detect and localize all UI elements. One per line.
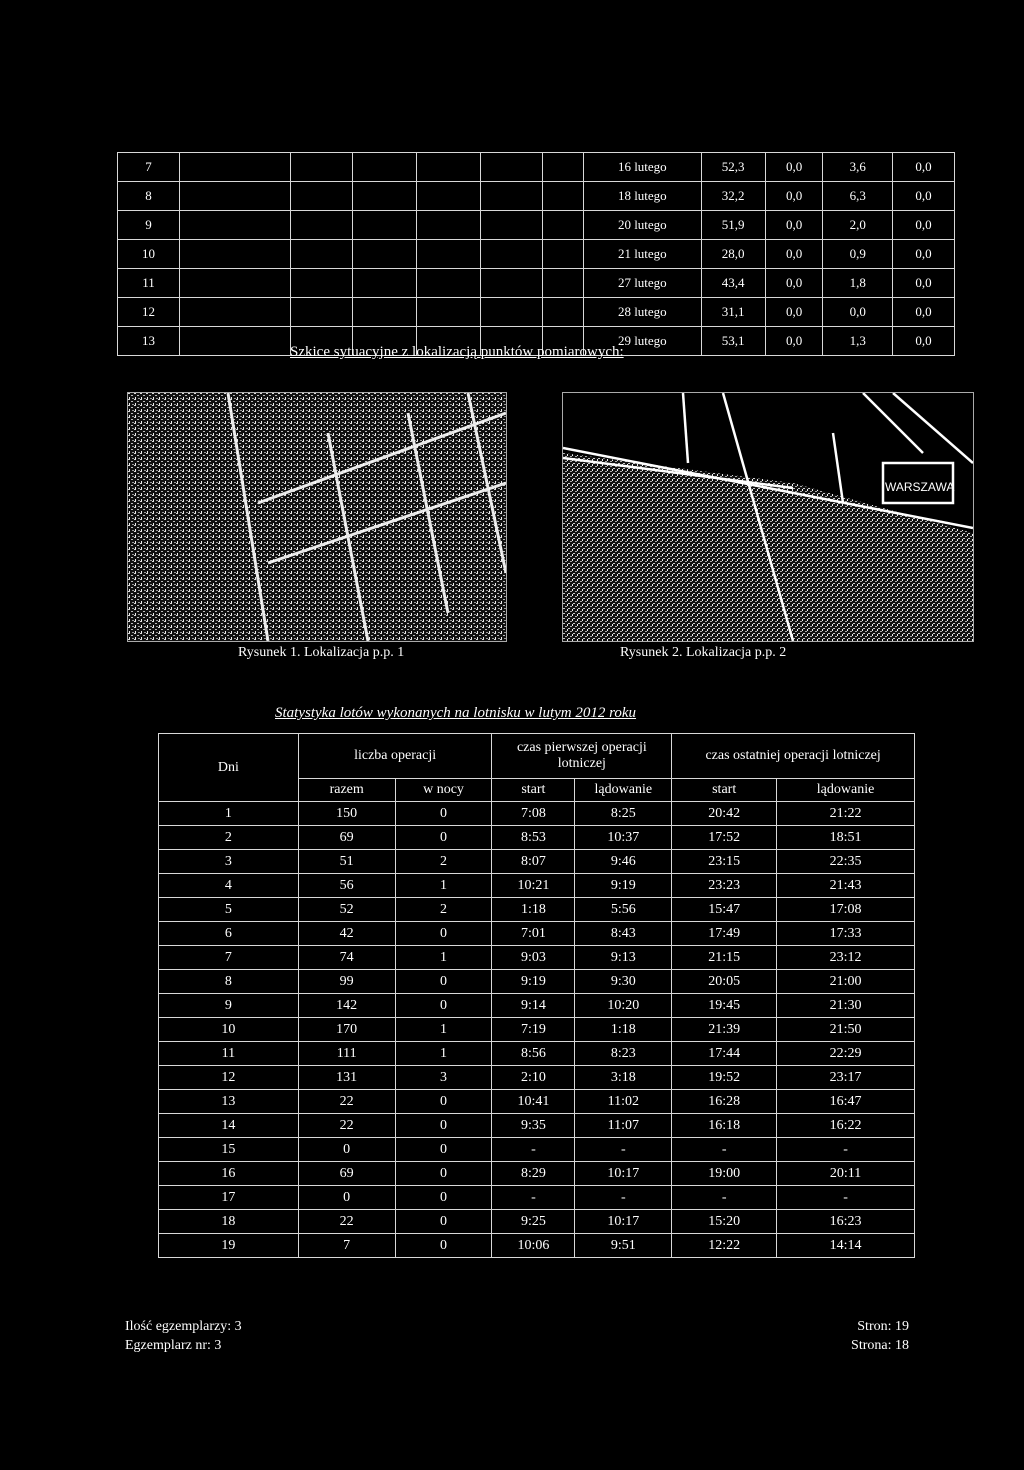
last-start-cell: 17:49 bbox=[672, 922, 777, 946]
total-cell: 170 bbox=[298, 1018, 395, 1042]
first-landing-cell: 5:56 bbox=[575, 898, 672, 922]
last-landing-cell: 21:00 bbox=[777, 970, 915, 994]
total-cell: 142 bbox=[298, 994, 395, 1018]
stats-title: Statystyka lotów wykonanych na lotnisku w lutym 2012 roku bbox=[275, 705, 637, 721]
first-start-cell: 10:41 bbox=[492, 1090, 575, 1114]
empty-cell bbox=[543, 298, 584, 327]
value-cell: 32,2 bbox=[701, 182, 765, 211]
first-landing-cell: 9:30 bbox=[575, 970, 672, 994]
value-cell: 0,0 bbox=[765, 327, 823, 356]
last-landing-cell: 22:29 bbox=[777, 1042, 915, 1066]
table-row bbox=[159, 874, 915, 898]
last-start-cell: 19:45 bbox=[672, 994, 777, 1018]
row-number: 13 bbox=[118, 327, 180, 356]
value-cell: 0,0 bbox=[765, 153, 823, 182]
measurement-row bbox=[118, 240, 955, 269]
first-landing-cell: 8:23 bbox=[575, 1042, 672, 1066]
table-row bbox=[159, 946, 915, 970]
figure-2-caption: Rysunek 2. Lokalizacja p.p. 2 bbox=[620, 645, 787, 660]
total-cell: 51 bbox=[298, 850, 395, 874]
empty-cell bbox=[417, 153, 481, 182]
sketch-title: Szkice sytuacyjne z lokalizacją punktów pomiarowych: bbox=[290, 344, 624, 360]
night-cell: 0 bbox=[395, 802, 492, 826]
first-start-cell: 8:53 bbox=[492, 826, 575, 850]
value-cell: 28,0 bbox=[701, 240, 765, 269]
last-landing-cell: 21:43 bbox=[777, 874, 915, 898]
last-start-cell: 19:52 bbox=[672, 1066, 777, 1090]
total-cell: 150 bbox=[298, 802, 395, 826]
last-start-cell: 23:15 bbox=[672, 850, 777, 874]
last-landing-cell: 21:22 bbox=[777, 802, 915, 826]
page-number: Strona: 18 bbox=[851, 1338, 909, 1353]
empty-cell bbox=[180, 269, 291, 298]
night-cell: 0 bbox=[395, 1186, 492, 1210]
last-landing-cell: - bbox=[777, 1138, 915, 1162]
first-start-cell: 9:25 bbox=[492, 1210, 575, 1234]
date-cell: 29 lutego bbox=[584, 327, 702, 356]
empty-cell bbox=[180, 327, 291, 356]
empty-cell bbox=[481, 182, 543, 211]
last-start-cell: 23:23 bbox=[672, 874, 777, 898]
last-start-cell: 15:20 bbox=[672, 1210, 777, 1234]
table-row bbox=[159, 970, 915, 994]
day-cell: 4 bbox=[159, 874, 299, 898]
empty-cell bbox=[417, 298, 481, 327]
total-cell: 0 bbox=[298, 1186, 395, 1210]
map-city-label: WARSZAWA bbox=[885, 480, 955, 494]
empty-cell bbox=[180, 298, 291, 327]
day-cell: 11 bbox=[159, 1042, 299, 1066]
first-landing-cell: 10:20 bbox=[575, 994, 672, 1018]
measurement-row bbox=[118, 153, 955, 182]
last-start-cell: 12:22 bbox=[672, 1234, 777, 1258]
last-start-cell: 16:28 bbox=[672, 1090, 777, 1114]
value-cell: 0,0 bbox=[892, 153, 954, 182]
total-cell: 131 bbox=[298, 1066, 395, 1090]
total-cell: 52 bbox=[298, 898, 395, 922]
table-row bbox=[159, 1066, 915, 1090]
first-start-cell: 9:35 bbox=[492, 1114, 575, 1138]
value-cell: 0,0 bbox=[765, 298, 823, 327]
row-number: 9 bbox=[118, 211, 180, 240]
table-row bbox=[159, 898, 915, 922]
last-landing-cell: 16:22 bbox=[777, 1114, 915, 1138]
night-cell: 0 bbox=[395, 922, 492, 946]
first-start-cell: 7:01 bbox=[492, 922, 575, 946]
last-landing-cell: - bbox=[777, 1186, 915, 1210]
last-landing-cell: 21:30 bbox=[777, 994, 915, 1018]
day-cell: 18 bbox=[159, 1210, 299, 1234]
last-start-cell: 21:15 bbox=[672, 946, 777, 970]
row-number: 7 bbox=[118, 153, 180, 182]
first-start-cell: 7:08 bbox=[492, 802, 575, 826]
header-total: razem bbox=[298, 779, 395, 802]
figure-1-caption: Rysunek 1. Lokalizacja p.p. 1 bbox=[238, 645, 405, 660]
value-cell: 6,3 bbox=[823, 182, 892, 211]
empty-cell bbox=[291, 269, 353, 298]
date-cell: 21 lutego bbox=[584, 240, 702, 269]
day-cell: 12 bbox=[159, 1066, 299, 1090]
row-number: 11 bbox=[118, 269, 180, 298]
footer-right bbox=[851, 1317, 909, 1355]
first-start-cell: 10:06 bbox=[492, 1234, 575, 1258]
row-number: 10 bbox=[118, 240, 180, 269]
row-number: 12 bbox=[118, 298, 180, 327]
date-cell: 28 lutego bbox=[584, 298, 702, 327]
night-cell: 0 bbox=[395, 1138, 492, 1162]
total-cell: 22 bbox=[298, 1210, 395, 1234]
night-cell: 1 bbox=[395, 946, 492, 970]
night-cell: 0 bbox=[395, 1234, 492, 1258]
last-landing-cell: 22:35 bbox=[777, 850, 915, 874]
empty-cell bbox=[417, 211, 481, 240]
first-landing-cell: 9:51 bbox=[575, 1234, 672, 1258]
last-landing-cell: 17:08 bbox=[777, 898, 915, 922]
empty-cell bbox=[180, 153, 291, 182]
last-landing-cell: 21:50 bbox=[777, 1018, 915, 1042]
value-cell: 0,0 bbox=[892, 327, 954, 356]
measurement-row bbox=[118, 211, 955, 240]
last-start-cell: - bbox=[672, 1186, 777, 1210]
table-row bbox=[159, 922, 915, 946]
table-row bbox=[159, 802, 915, 826]
first-landing-cell: 11:02 bbox=[575, 1090, 672, 1114]
value-cell: 0,0 bbox=[765, 269, 823, 298]
day-cell: 9 bbox=[159, 994, 299, 1018]
empty-cell bbox=[353, 153, 417, 182]
value-cell: 53,1 bbox=[701, 327, 765, 356]
value-cell: 0,0 bbox=[892, 211, 954, 240]
empty-cell bbox=[481, 153, 543, 182]
day-cell: 2 bbox=[159, 826, 299, 850]
header-first-operation: czas pierwszej operacji lotniczej bbox=[492, 734, 672, 779]
first-landing-cell: 9:46 bbox=[575, 850, 672, 874]
value-cell: 43,4 bbox=[701, 269, 765, 298]
day-cell: 10 bbox=[159, 1018, 299, 1042]
total-cell: 7 bbox=[298, 1234, 395, 1258]
date-cell: 18 lutego bbox=[584, 182, 702, 211]
last-landing-cell: 18:51 bbox=[777, 826, 915, 850]
day-cell: 6 bbox=[159, 922, 299, 946]
table-row bbox=[159, 1114, 915, 1138]
value-cell: 3,6 bbox=[823, 153, 892, 182]
first-start-cell: 9:14 bbox=[492, 994, 575, 1018]
empty-cell bbox=[291, 153, 353, 182]
table-row bbox=[159, 1162, 915, 1186]
date-cell: 16 lutego bbox=[584, 153, 702, 182]
night-cell: 0 bbox=[395, 1162, 492, 1186]
last-landing-cell: 16:23 bbox=[777, 1210, 915, 1234]
first-landing-cell: 9:19 bbox=[575, 874, 672, 898]
total-cell: 42 bbox=[298, 922, 395, 946]
value-cell: 0,0 bbox=[765, 182, 823, 211]
value-cell: 52,3 bbox=[701, 153, 765, 182]
header-start-first: start bbox=[492, 779, 575, 802]
header-start-last: start bbox=[672, 779, 777, 802]
empty-cell bbox=[543, 182, 584, 211]
empty-cell bbox=[543, 269, 584, 298]
total-cell: 69 bbox=[298, 826, 395, 850]
empty-cell bbox=[481, 240, 543, 269]
value-cell: 0,0 bbox=[823, 298, 892, 327]
night-cell: 0 bbox=[395, 994, 492, 1018]
day-cell: 1 bbox=[159, 802, 299, 826]
value-cell: 0,9 bbox=[823, 240, 892, 269]
table-row bbox=[159, 1210, 915, 1234]
measurement-table bbox=[117, 152, 955, 356]
first-start-cell: 7:19 bbox=[492, 1018, 575, 1042]
first-start-cell: - bbox=[492, 1186, 575, 1210]
empty-cell bbox=[481, 298, 543, 327]
total-cell: 69 bbox=[298, 1162, 395, 1186]
last-start-cell: 15:47 bbox=[672, 898, 777, 922]
value-cell: 2,0 bbox=[823, 211, 892, 240]
first-landing-cell: 10:17 bbox=[575, 1162, 672, 1186]
first-landing-cell: - bbox=[575, 1186, 672, 1210]
last-start-cell: 21:39 bbox=[672, 1018, 777, 1042]
day-cell: 16 bbox=[159, 1162, 299, 1186]
copy-number: Egzemplarz nr: 3 bbox=[125, 1338, 222, 1353]
table-row bbox=[159, 994, 915, 1018]
value-cell: 51,9 bbox=[701, 211, 765, 240]
last-landing-cell: 16:47 bbox=[777, 1090, 915, 1114]
total-cell: 22 bbox=[298, 1090, 395, 1114]
day-cell: 3 bbox=[159, 850, 299, 874]
value-cell: 31,1 bbox=[701, 298, 765, 327]
day-cell: 17 bbox=[159, 1186, 299, 1210]
measurement-row bbox=[118, 269, 955, 298]
empty-cell bbox=[291, 298, 353, 327]
header-days: Dni bbox=[159, 734, 299, 802]
table-row bbox=[159, 826, 915, 850]
empty-cell bbox=[417, 269, 481, 298]
table-row bbox=[159, 1042, 915, 1066]
value-cell: 0,0 bbox=[892, 269, 954, 298]
empty-cell bbox=[543, 240, 584, 269]
night-cell: 1 bbox=[395, 874, 492, 898]
empty-cell bbox=[180, 240, 291, 269]
copies-count: Ilość egzemplarzy: 3 bbox=[125, 1319, 242, 1334]
table-row bbox=[159, 1234, 915, 1258]
table-row bbox=[159, 1018, 915, 1042]
first-landing-cell: 9:13 bbox=[575, 946, 672, 970]
night-cell: 0 bbox=[395, 1210, 492, 1234]
empty-cell bbox=[353, 182, 417, 211]
measurement-row bbox=[118, 298, 955, 327]
first-start-cell: 10:21 bbox=[492, 874, 575, 898]
last-start-cell: 17:52 bbox=[672, 826, 777, 850]
day-cell: 19 bbox=[159, 1234, 299, 1258]
total-cell: 74 bbox=[298, 946, 395, 970]
footer-left bbox=[125, 1317, 242, 1355]
day-cell: 7 bbox=[159, 946, 299, 970]
empty-cell bbox=[180, 211, 291, 240]
last-landing-cell: 20:11 bbox=[777, 1162, 915, 1186]
night-cell: 0 bbox=[395, 1090, 492, 1114]
first-start-cell: 8:29 bbox=[492, 1162, 575, 1186]
first-start-cell: 8:56 bbox=[492, 1042, 575, 1066]
last-start-cell: 16:18 bbox=[672, 1114, 777, 1138]
night-cell: 0 bbox=[395, 1114, 492, 1138]
location-map-2 bbox=[562, 392, 974, 642]
day-cell: 5 bbox=[159, 898, 299, 922]
empty-cell bbox=[180, 182, 291, 211]
last-landing-cell: 23:12 bbox=[777, 946, 915, 970]
night-cell: 2 bbox=[395, 850, 492, 874]
total-cell: 0 bbox=[298, 1138, 395, 1162]
first-landing-cell: 8:43 bbox=[575, 922, 672, 946]
last-start-cell: 19:00 bbox=[672, 1162, 777, 1186]
value-cell: 0,0 bbox=[892, 240, 954, 269]
first-landing-cell: 1:18 bbox=[575, 1018, 672, 1042]
total-cell: 99 bbox=[298, 970, 395, 994]
date-cell: 20 lutego bbox=[584, 211, 702, 240]
first-start-cell: - bbox=[492, 1138, 575, 1162]
value-cell: 0,0 bbox=[765, 211, 823, 240]
header-night: w nocy bbox=[395, 779, 492, 802]
location-map-1 bbox=[127, 392, 507, 642]
value-cell: 0,0 bbox=[765, 240, 823, 269]
first-start-cell: 2:10 bbox=[492, 1066, 575, 1090]
empty-cell bbox=[353, 269, 417, 298]
empty-cell bbox=[353, 298, 417, 327]
header-landing-last: lądowanie bbox=[777, 779, 915, 802]
first-start-cell: 9:03 bbox=[492, 946, 575, 970]
last-landing-cell: 23:17 bbox=[777, 1066, 915, 1090]
empty-cell bbox=[417, 240, 481, 269]
last-start-cell: - bbox=[672, 1138, 777, 1162]
header-landing-first: lądowanie bbox=[575, 779, 672, 802]
first-landing-cell: 10:37 bbox=[575, 826, 672, 850]
measurement-row bbox=[118, 182, 955, 211]
night-cell: 2 bbox=[395, 898, 492, 922]
last-start-cell: 17:44 bbox=[672, 1042, 777, 1066]
row-number: 8 bbox=[118, 182, 180, 211]
pages-count: Stron: 19 bbox=[857, 1319, 909, 1334]
value-cell: 1,3 bbox=[823, 327, 892, 356]
last-start-cell: 20:42 bbox=[672, 802, 777, 826]
night-cell: 1 bbox=[395, 1018, 492, 1042]
empty-cell bbox=[353, 211, 417, 240]
night-cell: 1 bbox=[395, 1042, 492, 1066]
total-cell: 22 bbox=[298, 1114, 395, 1138]
total-cell: 111 bbox=[298, 1042, 395, 1066]
first-landing-cell: 8:25 bbox=[575, 802, 672, 826]
table-row bbox=[159, 850, 915, 874]
value-cell: 0,0 bbox=[892, 298, 954, 327]
last-start-cell: 20:05 bbox=[672, 970, 777, 994]
night-cell: 0 bbox=[395, 970, 492, 994]
empty-cell bbox=[481, 269, 543, 298]
total-cell: 56 bbox=[298, 874, 395, 898]
day-cell: 8 bbox=[159, 970, 299, 994]
header-operations: liczba operacji bbox=[298, 734, 492, 779]
first-landing-cell: 11:07 bbox=[575, 1114, 672, 1138]
empty-cell bbox=[353, 240, 417, 269]
empty-cell bbox=[291, 240, 353, 269]
last-landing-cell: 14:14 bbox=[777, 1234, 915, 1258]
day-cell: 14 bbox=[159, 1114, 299, 1138]
first-start-cell: 9:19 bbox=[492, 970, 575, 994]
table-row bbox=[159, 1090, 915, 1114]
value-cell: 1,8 bbox=[823, 269, 892, 298]
empty-cell bbox=[481, 211, 543, 240]
header-last-operation: czas ostatniej operacji lotniczej bbox=[672, 734, 915, 779]
flight-stats-table bbox=[158, 733, 915, 1258]
day-cell: 13 bbox=[159, 1090, 299, 1114]
value-cell: 0,0 bbox=[892, 182, 954, 211]
date-cell: 27 lutego bbox=[584, 269, 702, 298]
first-landing-cell: 3:18 bbox=[575, 1066, 672, 1090]
day-cell: 15 bbox=[159, 1138, 299, 1162]
first-landing-cell: 10:17 bbox=[575, 1210, 672, 1234]
empty-cell bbox=[543, 153, 584, 182]
table-row bbox=[159, 1186, 915, 1210]
empty-cell bbox=[543, 211, 584, 240]
first-landing-cell: - bbox=[575, 1138, 672, 1162]
empty-cell bbox=[291, 182, 353, 211]
table-row bbox=[159, 1138, 915, 1162]
last-landing-cell: 17:33 bbox=[777, 922, 915, 946]
night-cell: 0 bbox=[395, 826, 492, 850]
first-start-cell: 1:18 bbox=[492, 898, 575, 922]
empty-cell bbox=[291, 211, 353, 240]
empty-cell bbox=[417, 182, 481, 211]
first-start-cell: 8:07 bbox=[492, 850, 575, 874]
night-cell: 3 bbox=[395, 1066, 492, 1090]
